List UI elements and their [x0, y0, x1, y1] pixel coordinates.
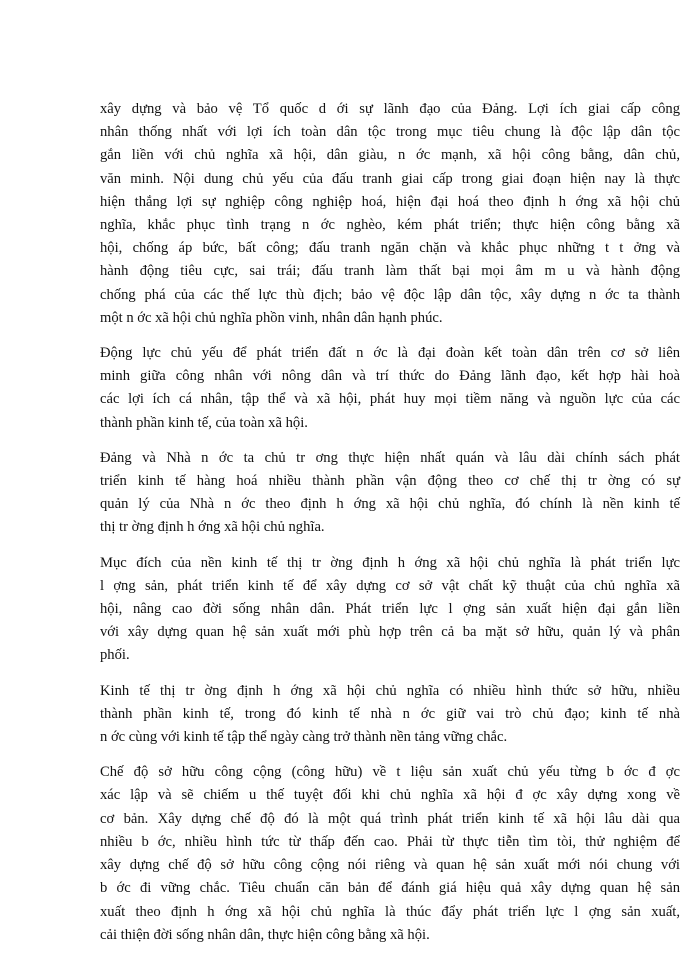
text-line: minh giữa công nhân với nông dân và trí thức do Đảng lãnh đạo, kết hợp hài hoà: [100, 368, 680, 385]
text-line: hội, nâng cao đời sống nhân dân. Phát triển lực l ợng sản xuất hiện đại gắn liền: [100, 601, 680, 618]
paragraph-market-economy-policy: [100, 447, 680, 540]
text-line: cải thiện đời sống nhân dân, thực hiện công bằng xã hội.: [100, 926, 430, 943]
text-line: l ợng sản, phát triển kinh tế để xây dựng cơ sở vật chất kỹ thuật của chủ nghĩa xã: [100, 577, 680, 594]
text-line: thị tr ờng định h ớng xã hội chủ nghĩa.: [100, 519, 325, 536]
text-line: thành phần kinh tế, của toàn xã hội.: [100, 414, 308, 431]
text-line: với xây dựng quan hệ sản xuất mới phù hợp trên cả ba mặt sở hữu, quản lý và phân: [100, 624, 680, 641]
text-line: xây dựng chế độ sở hữu công cộng nói riêng và quan hệ sản xuất mới nói chung với: [100, 857, 680, 874]
text-line: Động lực chủ yếu để phát triển đất n ớc là đại đoàn kết toàn dân trên cơ sở liên: [100, 345, 680, 362]
text-line: một n ớc xã hội chủ nghĩa phồn vinh, nhân dân hạnh phúc.: [100, 309, 443, 326]
text-line: xuất theo định h ớng xã hội chủ nghĩa là thúc đẩy phát triển lực l ợng sản xuất,: [100, 903, 680, 920]
text-line: gắn liền với chủ nghĩa xã hội, dân giàu, n ớc mạnh, xã hội công bằng, dân chủ,: [100, 147, 680, 164]
text-line: xác lập và sẽ chiếm u thế tuyệt đối khi chủ nghĩa xã hội đ ợc xây dựng xong về: [100, 787, 680, 804]
text-line: chống phá của các thế lực thù địch; bảo vệ độc lập dân tộc, xây dựng n ớc ta thành: [100, 286, 680, 303]
text-line: xây dựng và bảo vệ Tổ quốc d ới sự lãnh đạo của Đảng. Lợi ích giai cấp công: [100, 101, 680, 117]
paragraph-public-ownership: [100, 761, 680, 947]
paragraph-ownership-forms: [100, 680, 680, 750]
text-line: hội, chống áp bức, bất công; đấu tranh ngăn chặn và khắc phục những t t ởng và: [100, 240, 680, 257]
text-line: phối.: [100, 647, 130, 664]
text-line: hiện thắng lợi sự nghiệp công nghiệp hoá, hiện đại hoá theo định h ớng xã hội chủ: [100, 193, 680, 210]
paragraph-class-struggle: [100, 98, 680, 330]
paragraph-market-economy-purpose: [100, 552, 680, 668]
text-line: n ớc cùng với kinh tế tập thể ngày càng trở thành nền tảng vững chắc.: [100, 729, 508, 746]
text-line: nghĩa, khắc phục tình trạng n ớc nghèo, kém phát triển; thực hiện công bằng xã: [100, 217, 680, 234]
text-line: Mục đích của nền kinh tế thị tr ờng định h ớng xã hội chủ nghĩa là phát triển lực: [100, 554, 680, 571]
text-line: văn minh. Nội dung chủ yếu của đấu tranh giai cấp trong giai đoạn hiện nay là thực: [100, 170, 680, 187]
text-line: triển kinh tế hàng hoá nhiều thành phần vận động theo cơ chế thị tr ờng có sự: [100, 473, 680, 490]
text-line: các lợi ích cá nhân, tập thể và xã hội, phát huy mọi tiềm năng và nguồn lực của các: [100, 391, 680, 408]
text-line: b ớc đi vững chắc. Tiêu chuẩn căn bản để đánh giá hiệu quả xây dựng quan hệ sản: [100, 880, 680, 897]
text-line: hành động tiêu cực, sai trái; đấu tranh làm thất bại mọi âm m u và hành động: [100, 263, 680, 280]
text-line: nhiều b ớc, nhiều hình tức từ thấp đến cao. Phải từ thực tiễn tìm tòi, thử nghiệm để: [100, 833, 680, 850]
paragraph-driving-force: [100, 342, 680, 435]
text-line: quản lý của Nhà n ớc theo định h ớng xã hội chủ nghĩa, đó chính là nền kinh tế: [100, 496, 680, 513]
text-line: Kinh tế thị tr ờng định h ớng xã hội chủ nghĩa có nhiều hình thức sở hữu, nhiều: [100, 682, 680, 699]
text-line: thành phần kinh tế, trong đó kinh tế nhà n ớc giữ vai trò chủ đạo; kinh tế nhà: [100, 705, 680, 722]
document-page: [100, 98, 680, 959]
text-line: nhân thống nhất với lợi ích toàn dân tộc trong mục tiêu chung là độc lập dân tộc: [100, 124, 680, 141]
text-line: Chế độ sở hữu công cộng (công hữu) về t liệu sản xuất chủ yếu từng b ớc đ ợc: [100, 764, 680, 781]
text-line: Đảng và Nhà n ớc ta chủ tr ơng thực hiện nhất quán và lâu dài chính sách phát: [100, 449, 680, 466]
text-line: cơ bản. Xây dựng chế độ đó là một quá trình phát triển kinh tế xã hội lâu dài qua: [100, 810, 680, 827]
